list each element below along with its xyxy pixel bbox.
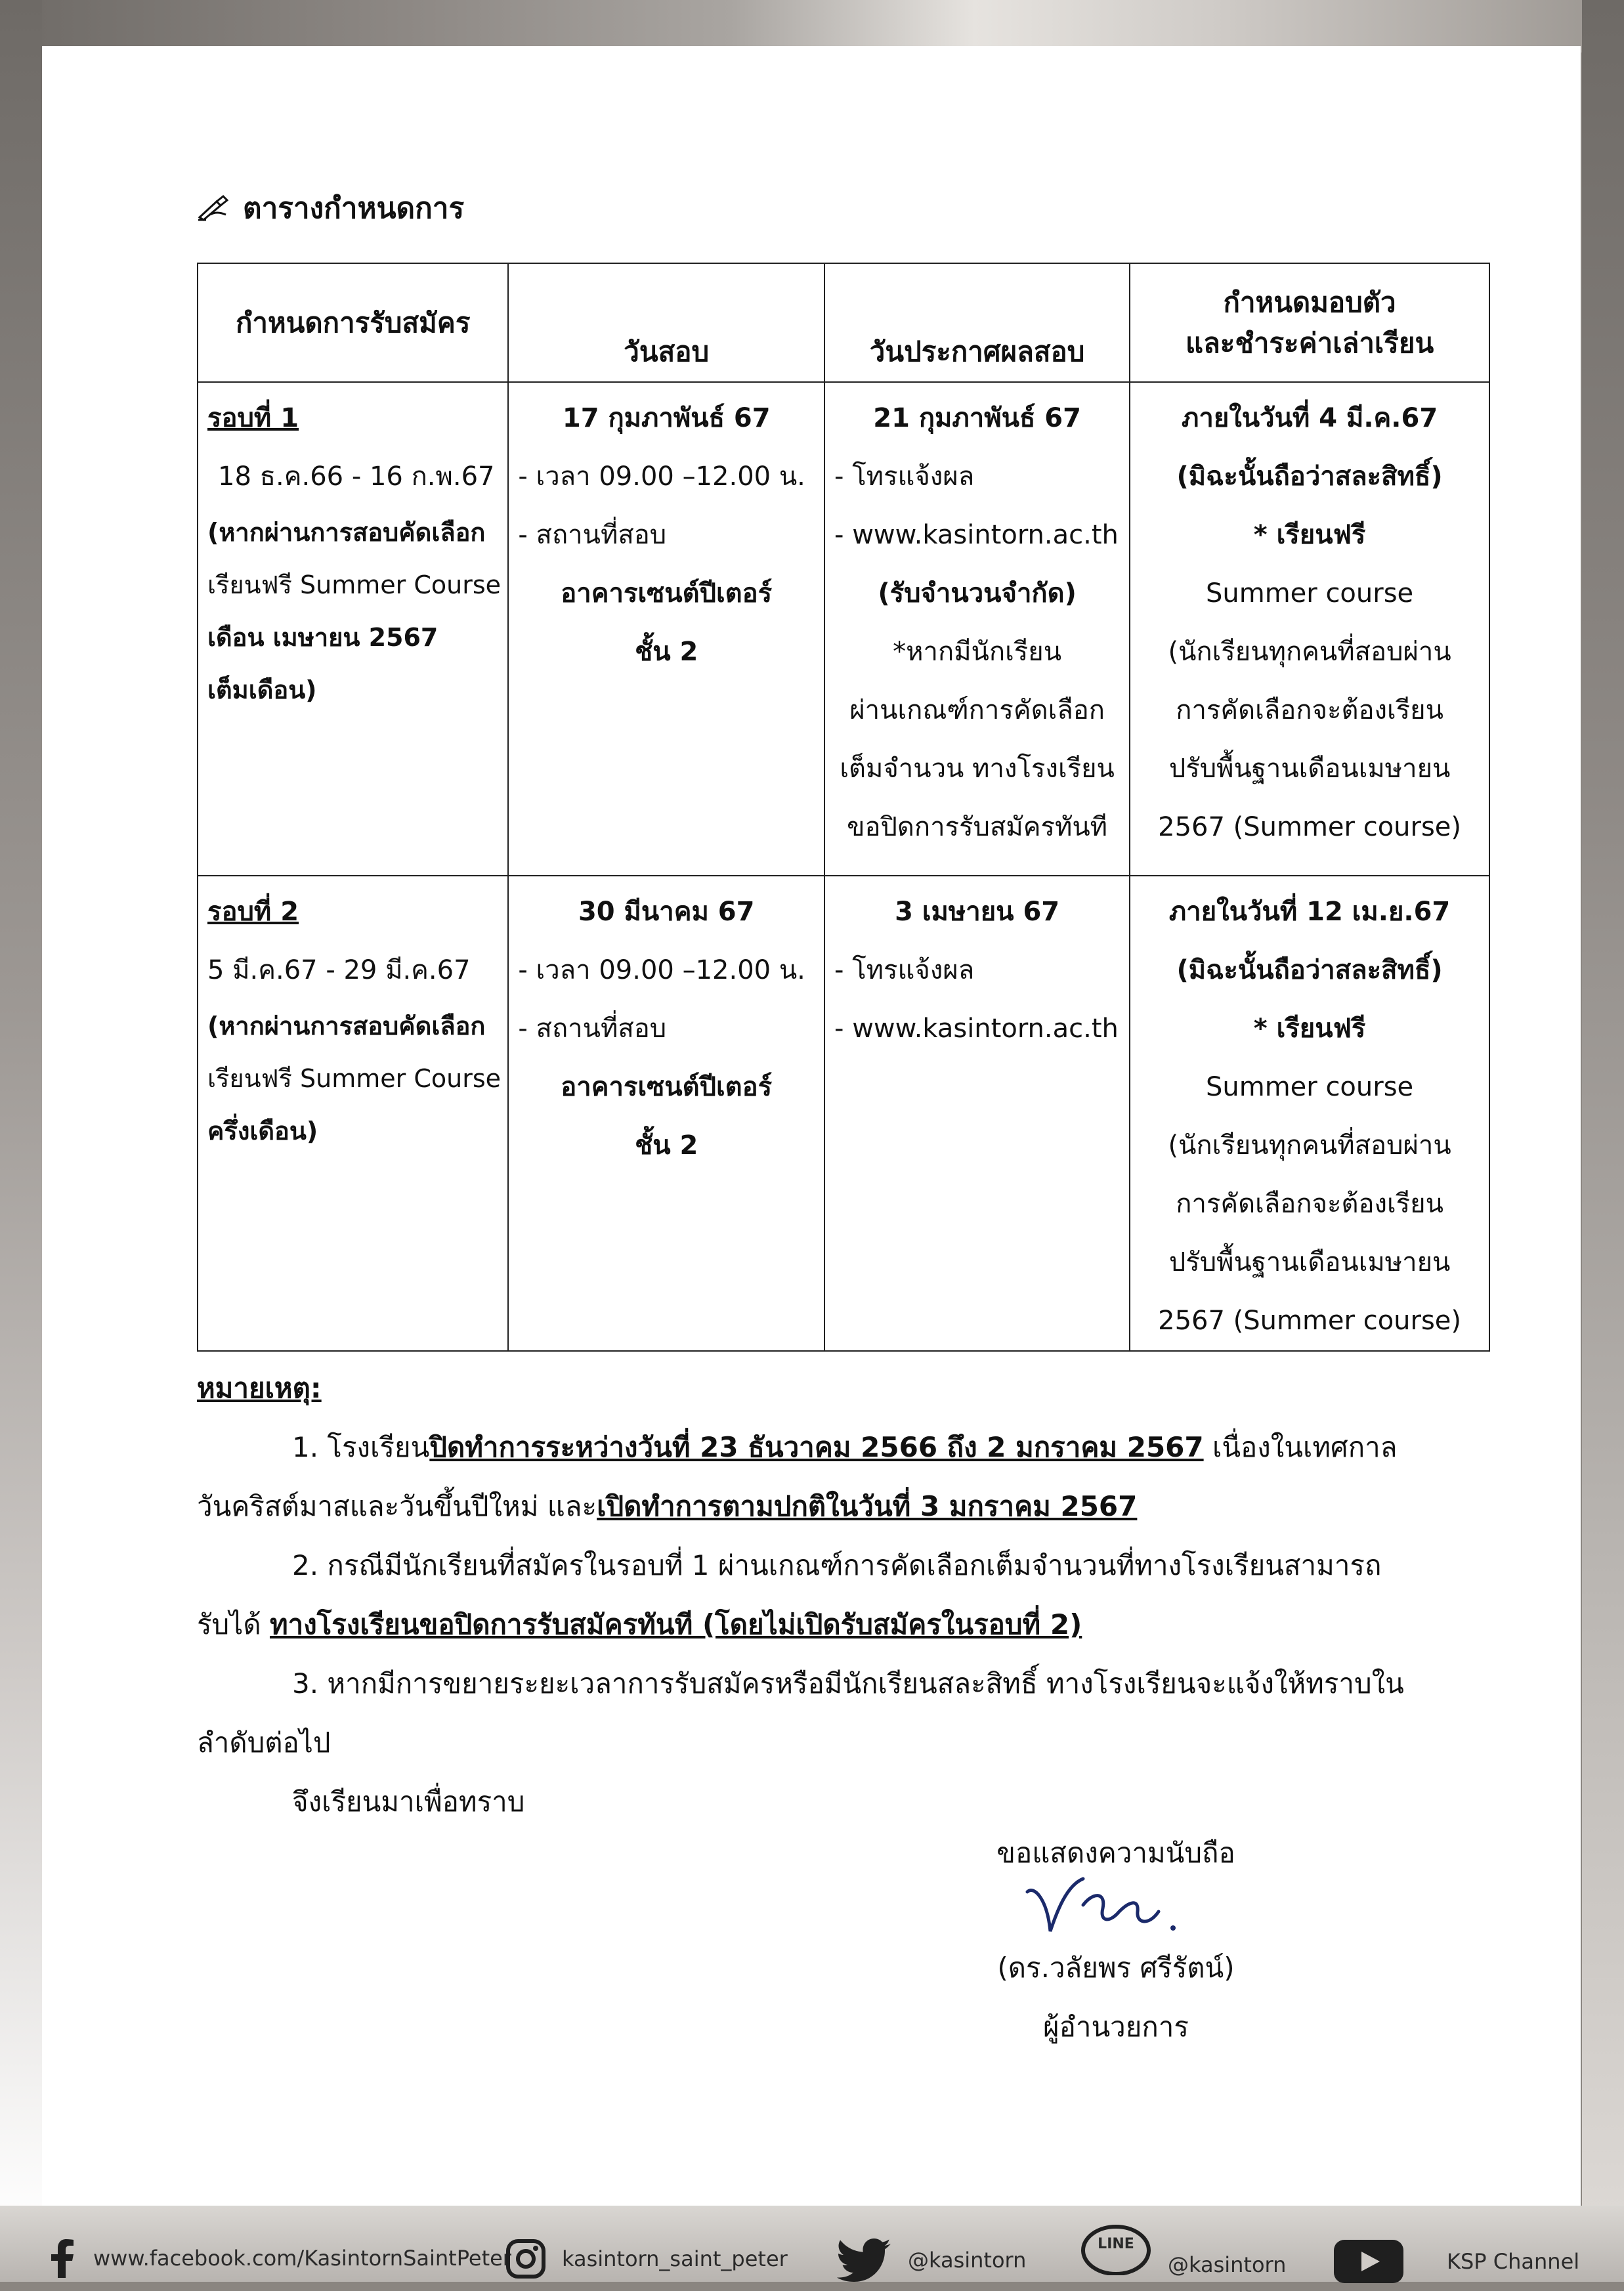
table-row <box>198 382 1489 876</box>
round1-exam-time: - เวลา 09.00 –12.00 น. <box>518 461 805 492</box>
remark-1-line-2: วันคริสต์มาสและวันขึ้นปีใหม่ และเปิดทำการตามปกติในวันที่ 3 มกราคม 2567 <box>197 1490 1138 1522</box>
round1-result-note-4: ขอปิดการรับสมัครทันที <box>847 812 1108 842</box>
remarks-title: หมายเหตุ: <box>197 1372 322 1404</box>
remark-2-line-1: 2. กรณีมีนักเรียนที่สมัครในรอบที่ 1 ผ่านเกณฑ์การคัดเลือกเต็มจำนวนที่ทางโรงเรียนสามารถ <box>292 1549 1382 1581</box>
facebook-icon <box>46 2238 77 2278</box>
round2-exam-place: อาคารเซนต์ปีเตอร์ <box>561 1072 773 1102</box>
remark-3-line-2: ลำดับต่อไป <box>197 1726 331 1759</box>
header-registration: กำหนดการรับสมัคร <box>198 263 508 382</box>
remark-2-line-2: รับได้ ทางโรงเรียนขอปิดการรับสมัครทันที (โดยไม่เปิดรับสมัครในรอบที่ 2) <box>197 1608 1082 1640</box>
round1-result-date: 21 กุมภาพันธ์ 67 <box>873 403 1081 433</box>
round1-result-note-1: *หากมีนักเรียน <box>893 637 1062 667</box>
header-exam-date: วันสอบ <box>508 263 824 382</box>
instagram-icon <box>505 2238 546 2279</box>
round1-period: 18 ธ.ค.66 - 16 ก.พ.67 <box>218 461 495 492</box>
remark-3-line-1: 3. หากมีการขยายระยะเวลาการรับสมัครหรือมีนักเรียนสละสิทธิ์ ทางโรงเรียนจะแจ้งให้ทราบใน <box>292 1667 1404 1700</box>
round1-title: รอบที่ 1 <box>207 403 299 433</box>
round2-period: 5 มี.ค.67 - 29 มี.ค.67 <box>207 955 471 985</box>
round2-result <box>824 876 1130 1351</box>
table-header-row <box>198 263 1489 382</box>
round1-result-phone: - โทรแจ้งผล <box>834 461 975 492</box>
round2-exam-time: - เวลา 09.00 –12.00 น. <box>518 955 805 985</box>
footer-twitter[interactable]: @kasintorn <box>837 2238 1026 2282</box>
round1-registration <box>198 382 508 876</box>
round2-note-3: ครึ่งเดือน) <box>207 1117 318 1146</box>
remark-1-line-1: 1. โรงเรียนปิดทำการระหว่างวันที่ 23 ธันวาคม 2566 ถึง 2 มกราคม 2567 เนื่องในเทศกาล <box>292 1431 1398 1463</box>
frame-right-border <box>1582 0 1624 2232</box>
round2-exam-date: 30 มีนาคม 67 <box>578 897 755 927</box>
round1-reporting <box>1130 382 1489 876</box>
signatory-name: (ดร.วลัยพร ศรีรัตน์) <box>997 1952 1235 1984</box>
round1-note-3: เดือน เมษายน 2567 <box>207 623 438 652</box>
round2-report-course: Summer course <box>1206 1072 1414 1102</box>
schedule-heading-text: ตารางกำหนดการ <box>243 192 465 225</box>
round2-result-date: 3 เมษายน 67 <box>895 897 1060 927</box>
signatory-position: ผู้อำนวยการ <box>1043 2011 1189 2043</box>
writing-hand-icon <box>197 195 231 221</box>
round1-exam-floor: ชั้น 2 <box>635 637 698 667</box>
round1-note-1: (หากผ่านการสอบคัดเลือก <box>207 518 486 547</box>
document-page <box>42 46 1581 2206</box>
round1-report-forfeit: (มิฉะนั้นถือว่าสละสิทธิ์) <box>1176 461 1443 492</box>
twitter-icon <box>837 2238 892 2282</box>
round2-report-note-1: (นักเรียนทุกคนที่สอบผ่าน <box>1168 1130 1451 1161</box>
header-result-date: วันประกาศผลสอบ <box>824 263 1130 382</box>
round1-note-2: เรียนฟรี Summer Course <box>207 570 502 599</box>
social-footer <box>0 2206 1624 2282</box>
round2-report-deadline: ภายในวันที่ 12 เม.ย.67 <box>1168 897 1451 927</box>
signature-mark <box>1021 1872 1191 1938</box>
round2-report-forfeit: (มิฉะนั้นถือว่าสละสิทธิ์) <box>1176 955 1443 985</box>
round1-exam <box>508 382 824 876</box>
footer-facebook[interactable]: www.facebook.com/KasintornSaintPeter <box>46 2238 511 2278</box>
round2-report-note-4: 2567 (Summer course) <box>1158 1306 1462 1336</box>
round1-exam-place-label: - สถานที่สอบ <box>518 520 667 550</box>
schedule-heading <box>197 185 464 231</box>
frame-top-border <box>0 0 1624 53</box>
round2-reporting <box>1130 876 1489 1351</box>
round2-exam-place-label: - สถานที่สอบ <box>518 1014 667 1044</box>
footer-instagram[interactable]: kasintorn_saint_peter <box>505 2238 788 2279</box>
round1-report-note-1: (นักเรียนทุกคนที่สอบผ่าน <box>1168 637 1451 667</box>
round2-title: รอบที่ 2 <box>207 897 299 927</box>
regards-text: ขอแสดงความนับถือ <box>996 1837 1235 1869</box>
round2-result-web: - www.kasintorn.ac.th <box>834 1014 1119 1044</box>
closing-line: จึงเรียนมาเพื่อทราบ <box>292 1786 525 1818</box>
footer-line[interactable]: LINE @kasintorn <box>1080 2238 1286 2291</box>
round2-note-2: เรียนฟรี Summer Course <box>207 1064 502 1093</box>
line-icon: LINE <box>1080 2238 1152 2291</box>
header-reporting: กำหนดมอบตัว และชำระค่าเล่าเรียน <box>1130 263 1489 382</box>
round1-report-course: Summer course <box>1206 578 1414 609</box>
round1-report-note-3: ปรับพื้นฐานเดือนเมษายน <box>1168 754 1451 784</box>
round1-result-note-2: ผ่านเกณฑ์การคัดเลือก <box>849 695 1105 725</box>
round2-result-phone: - โทรแจ้งผล <box>834 955 975 985</box>
footer-youtube[interactable]: KSP Channel <box>1333 2238 1579 2284</box>
table-row <box>198 876 1489 1351</box>
round1-result-note-3: เต็มจำนวน ทางโรงเรียน <box>840 754 1115 784</box>
remarks-section <box>197 1359 1497 1831</box>
round1-result-limit: (รับจำนวนจำกัด) <box>878 578 1077 609</box>
round1-note-4: เต็มเดือน) <box>207 675 317 704</box>
youtube-icon <box>1333 2238 1405 2284</box>
round1-report-free: * เรียนฟรี <box>1253 520 1366 550</box>
round1-exam-date: 17 กุมภาพันธ์ 67 <box>562 403 771 433</box>
round1-result <box>824 382 1130 876</box>
round2-exam <box>508 876 824 1351</box>
round2-note-1: (หากผ่านการสอบคัดเลือก <box>207 1012 486 1040</box>
frame-left-border <box>0 0 42 2232</box>
round2-report-note-3: ปรับพื้นฐานเดือนเมษายน <box>1168 1247 1451 1277</box>
round1-report-note-4: 2567 (Summer course) <box>1158 812 1462 842</box>
round1-result-web: - www.kasintorn.ac.th <box>834 520 1119 550</box>
round2-report-free: * เรียนฟรี <box>1253 1014 1366 1044</box>
round1-report-deadline: ภายในวันที่ 4 มี.ค.67 <box>1181 403 1438 433</box>
round1-report-note-2: การคัดเลือกจะต้องเรียน <box>1176 695 1443 725</box>
round2-exam-floor: ชั้น 2 <box>635 1130 698 1161</box>
schedule-table <box>197 263 1490 1352</box>
round2-registration <box>198 876 508 1351</box>
round2-report-note-2: การคัดเลือกจะต้องเรียน <box>1176 1189 1443 1219</box>
round1-exam-place: อาคารเซนต์ปีเตอร์ <box>561 578 773 609</box>
